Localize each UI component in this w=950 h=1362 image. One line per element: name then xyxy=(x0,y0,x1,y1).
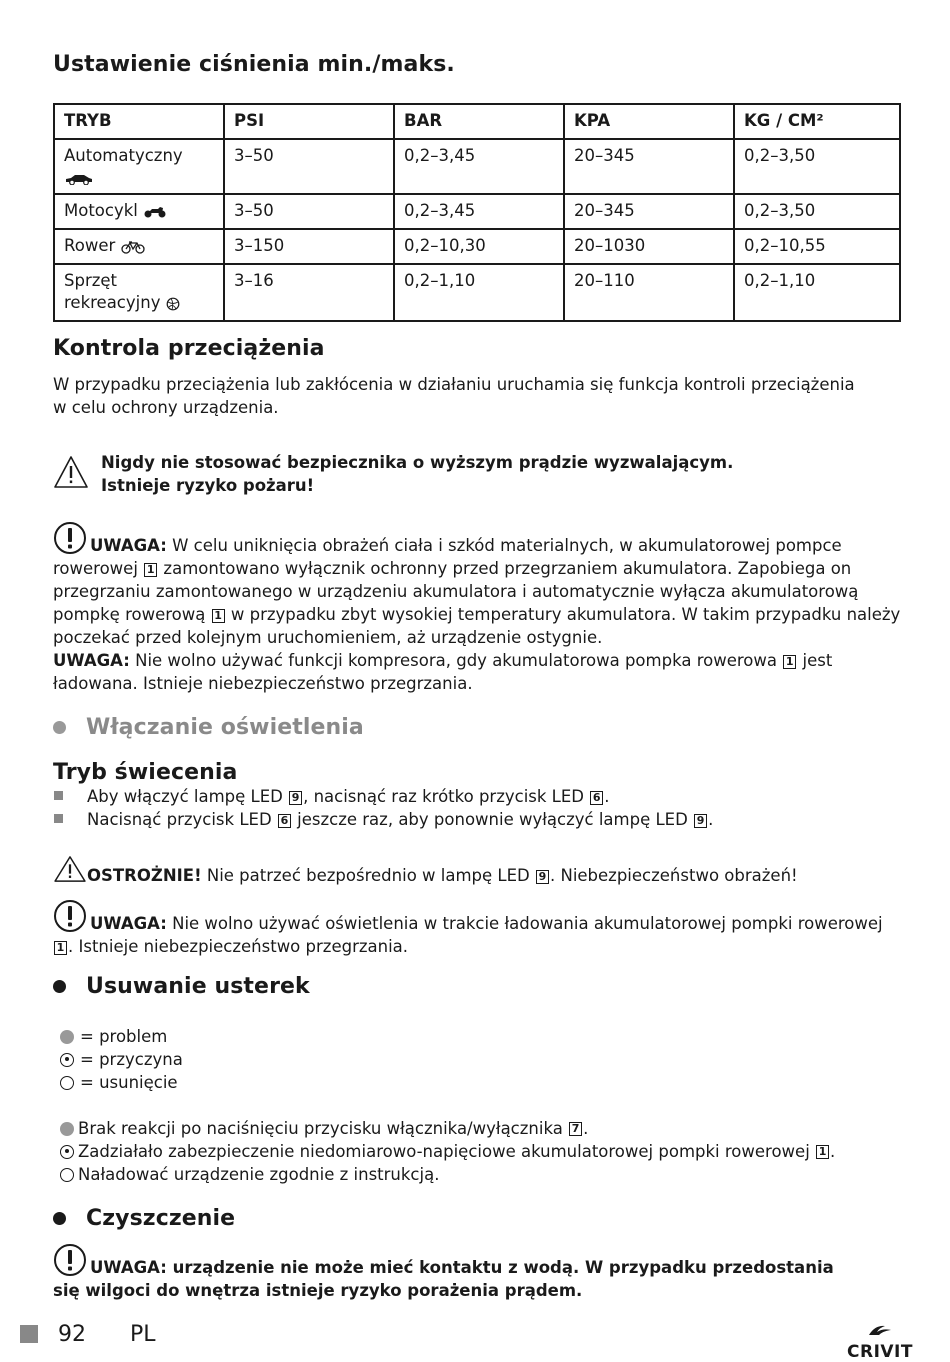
mode-cell xyxy=(54,264,224,321)
note-label: UWAGA: xyxy=(53,651,130,670)
cause-circle-icon xyxy=(60,1145,74,1159)
ref-number-7: 7 xyxy=(569,1122,582,1136)
table-row xyxy=(54,139,900,194)
list-text: Aby włączyć lampę LED xyxy=(87,787,283,806)
note-text: się wilgoci do wnętrza istnieje ryzyko porażenia prądem. xyxy=(53,1281,583,1300)
note-text: ładowana. Istnieje niebezpieczeństwo przegrzania. xyxy=(53,674,473,693)
header-mode: TRYB xyxy=(54,104,224,139)
note-text: zamontowano wyłącznik ochronny przed przegrzaniem akumulatora. Zapobiega on xyxy=(163,559,852,578)
troubleshooting-heading xyxy=(53,974,901,999)
ref-number-9: 9 xyxy=(289,791,302,805)
table-row xyxy=(54,264,900,321)
brand-logo xyxy=(845,1322,915,1361)
list-bullet xyxy=(54,791,63,800)
kpa-cell: 20–1030 xyxy=(564,229,734,264)
note-text: w przypadku zbyt wysokiej temperatury akumulatora. W takim przypadku należy xyxy=(230,605,901,624)
note-text: W celu uniknięcia obrażeń ciała i szkód materialnych, w akumulatorowej pompce xyxy=(172,536,842,555)
ref-number-1: 1 xyxy=(54,941,67,955)
bicycle-icon xyxy=(121,240,145,254)
ref-number-1: 1 xyxy=(212,609,225,623)
caution-label: OSTROŻNIE! xyxy=(87,866,202,885)
manual-page xyxy=(53,52,901,1302)
psi-cell: 3–50 xyxy=(224,194,394,229)
psi-cell: 3–16 xyxy=(224,264,394,321)
kpa-cell: 20–110 xyxy=(564,264,734,321)
ball-icon xyxy=(166,297,180,311)
solution-circle-icon xyxy=(60,1168,74,1182)
section-bullet xyxy=(53,980,66,993)
problem-row xyxy=(53,1117,901,1140)
motorcycle-icon xyxy=(143,205,167,219)
car-icon xyxy=(64,173,94,185)
fuse-warning-line1: Nigdy nie stosować bezpiecznika o wyższym prądzie wyzwalającym. xyxy=(101,453,734,472)
legend-problem xyxy=(53,1025,901,1048)
note-text: jest xyxy=(802,651,833,670)
header-psi: PSI xyxy=(224,104,394,139)
pressure-settings-title: Ustawienie ciśnienia min./maks. xyxy=(53,52,455,77)
cause-circle-icon xyxy=(60,1053,74,1067)
attention-icon xyxy=(53,1243,87,1277)
list-text: . xyxy=(708,810,714,829)
note-text: poczekać przed kolejnym uruchomieniem, aż urządzenie ostygnie. xyxy=(53,628,603,647)
kg-cell: 0,2–3,50 xyxy=(734,139,900,194)
ref-number-6: 6 xyxy=(278,814,291,828)
ref-number-1: 1 xyxy=(783,655,796,669)
brand-mark-icon xyxy=(865,1323,895,1337)
list-item xyxy=(53,785,901,808)
problem-text: Brak reakcji po naciśnięciu przycisku włącznika/wyłącznika xyxy=(78,1119,563,1138)
legend-cause xyxy=(53,1048,901,1071)
overheat-note xyxy=(53,521,901,695)
legend-text: = przyczyna xyxy=(80,1050,183,1069)
page-footer xyxy=(20,1322,915,1362)
bar-cell: 0,2–3,45 xyxy=(394,194,564,229)
bar-cell: 0,2–1,10 xyxy=(394,264,564,321)
legend xyxy=(53,1025,901,1094)
lighting-heading xyxy=(53,715,901,740)
warning-triangle-icon xyxy=(53,855,87,883)
mode-label: Rower xyxy=(64,236,116,255)
note-text: przegrzaniu zamontowanego w urządzeniu akumulatora i automatycznie wyłącza akumulatorową xyxy=(53,582,859,601)
kg-cell: 0,2–1,10 xyxy=(734,264,900,321)
ref-number-1: 1 xyxy=(144,563,157,577)
section-bullet xyxy=(53,721,66,734)
list-text: jeszcze raz, aby ponownie wyłączyć lampę LED xyxy=(297,810,688,829)
attention-icon xyxy=(53,521,87,555)
cleaning-note xyxy=(53,1243,901,1302)
mode-label: Automatyczny xyxy=(64,146,183,165)
overload-title: Kontrola przeciążenia xyxy=(53,336,325,361)
header-kpa: KPA xyxy=(564,104,734,139)
list-text: , nacisnąć raz krótko przycisk LED xyxy=(303,787,584,806)
kg-cell: 0,2–3,50 xyxy=(734,194,900,229)
list-bullet xyxy=(54,814,63,823)
mode-label: Motocykl xyxy=(64,201,138,220)
legend-text: = problem xyxy=(80,1027,168,1046)
psi-cell: 3–150 xyxy=(224,229,394,264)
kg-cell: 0,2–10,55 xyxy=(734,229,900,264)
caution-text: . Niebezpieczeństwo obrażeń! xyxy=(549,866,798,885)
note-text: Nie wolno używać oświetlenia w trakcie ładowania akumulatorowej pompki rowerowej xyxy=(172,914,883,933)
light-mode-title: Tryb świecenia xyxy=(53,760,238,785)
mode-cell xyxy=(54,229,224,264)
kpa-cell: 20–345 xyxy=(564,139,734,194)
page-number: 92 xyxy=(58,1322,86,1347)
cause-text: Zadziałało zabezpieczenie niedomiarowo-napięciowe akumulatorowej pompki rowerowej xyxy=(78,1142,810,1161)
lighting-title: Włączanie oświetlenia xyxy=(86,715,364,740)
mode-cell xyxy=(54,194,224,229)
cleaning-heading xyxy=(53,1206,901,1231)
fuse-warning xyxy=(53,451,901,497)
lighting-note xyxy=(53,899,901,958)
overload-text-line2: w celu ochrony urządzenia. xyxy=(53,398,279,417)
language-code: PL xyxy=(130,1322,156,1347)
note-text: rowerowej xyxy=(53,559,138,578)
cause-text: . xyxy=(830,1142,836,1161)
solution-circle-icon xyxy=(60,1076,74,1090)
bar-cell: 0,2–3,45 xyxy=(394,139,564,194)
list-text: Nacisnąć przycisk LED xyxy=(87,810,272,829)
table-row xyxy=(54,194,900,229)
note-label: UWAGA: xyxy=(90,536,167,555)
mode-cell xyxy=(54,139,224,194)
list-text: . xyxy=(604,787,610,806)
footer-marker xyxy=(20,1325,38,1343)
section-bullet xyxy=(53,1212,66,1225)
ref-number-1: 1 xyxy=(816,1145,829,1159)
note-text: UWAGA: urządzenie nie może mieć kontaktu z wodą. W przypadku przedostania xyxy=(90,1258,834,1277)
note-text: Nie wolno używać funkcji kompresora, gdy akumulatorowa pompka rowerowa xyxy=(135,651,777,670)
cause-row xyxy=(53,1140,901,1163)
fuse-warning-line2: Istnieje ryzyko pożaru! xyxy=(101,476,315,495)
psi-cell: 3–50 xyxy=(224,139,394,194)
pressure-table xyxy=(53,103,901,322)
problem-dot-icon xyxy=(60,1122,74,1136)
legend-solution xyxy=(53,1071,901,1094)
attention-icon xyxy=(53,899,87,933)
list-item xyxy=(53,808,901,831)
troubleshooting-title: Usuwanie usterek xyxy=(86,974,310,999)
legend-text: = usunięcie xyxy=(80,1073,178,1092)
solution-text: Naładować urządzenie zgodnie z instrukcją. xyxy=(78,1165,440,1184)
ref-number-6: 6 xyxy=(590,791,603,805)
brand-name: CRIVIT xyxy=(847,1342,913,1362)
problem-text: . xyxy=(583,1119,589,1138)
kpa-cell: 20–345 xyxy=(564,194,734,229)
cleaning-title: Czyszczenie xyxy=(86,1206,236,1231)
header-bar: BAR xyxy=(394,104,564,139)
note-text: . Istnieje niebezpieczeństwo przegrzania. xyxy=(68,937,409,956)
note-label: UWAGA: xyxy=(90,914,167,933)
caution-line xyxy=(53,855,901,887)
bar-cell: 0,2–10,30 xyxy=(394,229,564,264)
problem-dot-icon xyxy=(60,1030,74,1044)
mode-label-line1: Sprzęt xyxy=(64,271,118,290)
caution-text: Nie patrzeć bezpośrednio w lampę LED xyxy=(206,866,530,885)
note-text: pompkę rowerową xyxy=(53,605,206,624)
table-header-row xyxy=(54,104,900,139)
header-kg-cm2: KG / CM² xyxy=(734,104,900,139)
warning-triangle-icon xyxy=(53,455,89,489)
ref-number-9: 9 xyxy=(536,870,549,884)
mode-label-line2: rekreacyjny xyxy=(64,293,161,312)
trouble-entry xyxy=(53,1117,901,1186)
overload-text-line1: W przypadku przeciążenia lub zakłócenia w działaniu uruchamia się funkcja kontroli przeciążenia xyxy=(53,375,855,394)
solution-row xyxy=(53,1163,901,1186)
table-row xyxy=(54,229,900,264)
ref-number-9: 9 xyxy=(694,814,707,828)
